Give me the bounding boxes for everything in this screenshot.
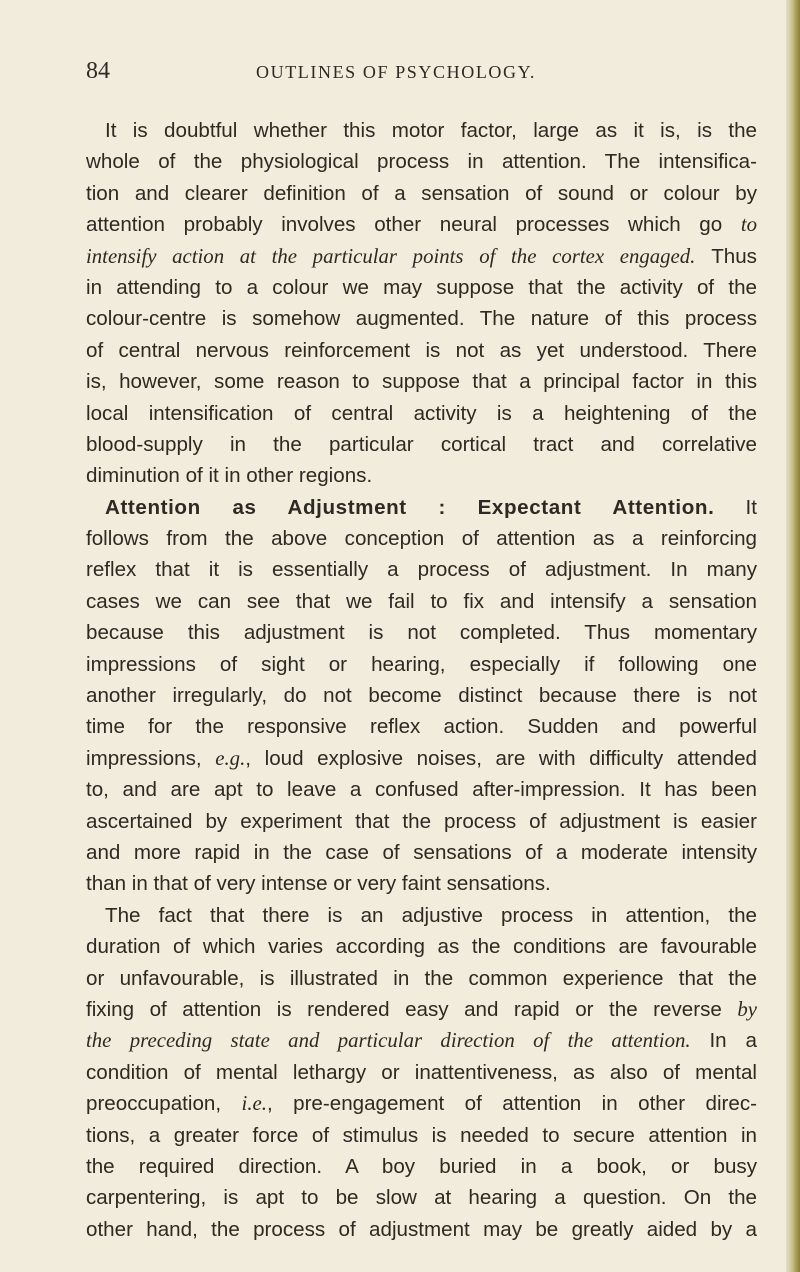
text-line: carpentering, is apt to be slow at hearing a question. On the xyxy=(86,1186,757,1210)
text-line: than in that of very intense or very faint sensations. xyxy=(86,872,551,896)
text-line: fixing of attention is rendered easy and rapid or the reverse by xyxy=(86,997,757,1021)
text-line: tions, a greater force of stimulus is needed to secure attention in xyxy=(86,1123,757,1147)
italic-text: intensify action at the particular points of the cortex engaged. xyxy=(86,244,696,268)
text-line: whole of the physiological process in attention. The intensifica- xyxy=(86,150,757,174)
text-line: other hand, the process of adjustment may be greatly aided by a xyxy=(86,1217,757,1241)
text-line: impressions, e.g., loud explosive noises, are with difficulty attended xyxy=(86,746,757,770)
running-head xyxy=(86,55,756,87)
italic-text: e.g. xyxy=(215,746,246,770)
text-line: is, however, some reason to suppose that a principal factor in this xyxy=(86,370,757,394)
text-line: diminution of it in other regions. xyxy=(86,464,373,488)
text-line: time for the responsive reflex action. Sudden and powerful xyxy=(86,715,757,739)
text-line: another irregularly, do not become distinct because there is not xyxy=(86,684,757,708)
text-line: ascertained by experiment that the process of adjustment is easier xyxy=(86,809,757,833)
text-line: preoccupation, i.e., pre-engagement of attention in other direc- xyxy=(86,1092,757,1116)
italic-text: i.e. xyxy=(241,1092,267,1116)
text-line: It is doubtful whether this motor factor, large as it is, is the xyxy=(105,119,757,142)
page-binding-edge xyxy=(786,0,800,1272)
text-line: follows from the above conception of attention as a reinforcing xyxy=(86,527,757,551)
text-line: condition of mental lethargy or inattentiveness, as also of mental xyxy=(86,1060,757,1084)
text-line: intensify action at the particular points of the cortex engaged. Thus xyxy=(86,244,757,268)
text-line: to, and are apt to leave a confused after-impression. It has been xyxy=(86,778,757,802)
text-line: because this adjustment is not completed. Thus momentary xyxy=(86,621,757,645)
text-line: or unfavourable, is illustrated in the common experience that the xyxy=(86,966,757,990)
text-line: the required direction. A boy buried in a book, or busy xyxy=(86,1154,757,1178)
text-line: in attending to a colour we may suppose that the activity of the xyxy=(86,275,757,299)
text-line: and more rapid in the case of sensations of a moderate intensity xyxy=(86,840,757,864)
text-line: Attention as Adjustment : Expectant Attention. It xyxy=(105,495,757,519)
text-line: local intensification of central activity is a heightening of the xyxy=(86,401,757,425)
italic-text: to xyxy=(740,213,757,237)
italic-text: the preceding state and particular direction of the attention. xyxy=(86,1029,691,1053)
text-line: of central nervous reinforcement is not as yet understood. There xyxy=(86,338,757,362)
text-line: duration of which varies according as the conditions are favourable xyxy=(86,935,757,959)
text-line: reflex that it is essentially a process of adjustment. In many xyxy=(86,558,757,582)
body-text xyxy=(86,115,757,1245)
text-line: cases we can see that we fail to fix and intensify a sensation xyxy=(86,589,757,613)
section-heading: Attention as Adjustment : Expectant Attention. xyxy=(105,495,715,519)
text-line: attention probably involves other neural processes which go to xyxy=(86,213,757,237)
italic-text: by xyxy=(737,997,757,1021)
text-line: impressions of sight or hearing, especially if following one xyxy=(86,652,757,676)
text-line: blood-supply in the particular cortical tract and correlative xyxy=(86,432,757,456)
text-line: tion and clearer definition of a sensation of sound or colour by xyxy=(86,181,757,205)
text-line: the preceding state and particular direction of the attention. In a xyxy=(86,1029,757,1053)
running-title: OUTLINES OF PSYCHOLOGY. xyxy=(256,62,536,82)
text-line: colour-centre is somehow augmented. The nature of this process xyxy=(86,307,757,331)
page-number: 84 xyxy=(86,58,110,84)
text-line: The fact that there is an adjustive process in attention, the xyxy=(105,903,757,927)
